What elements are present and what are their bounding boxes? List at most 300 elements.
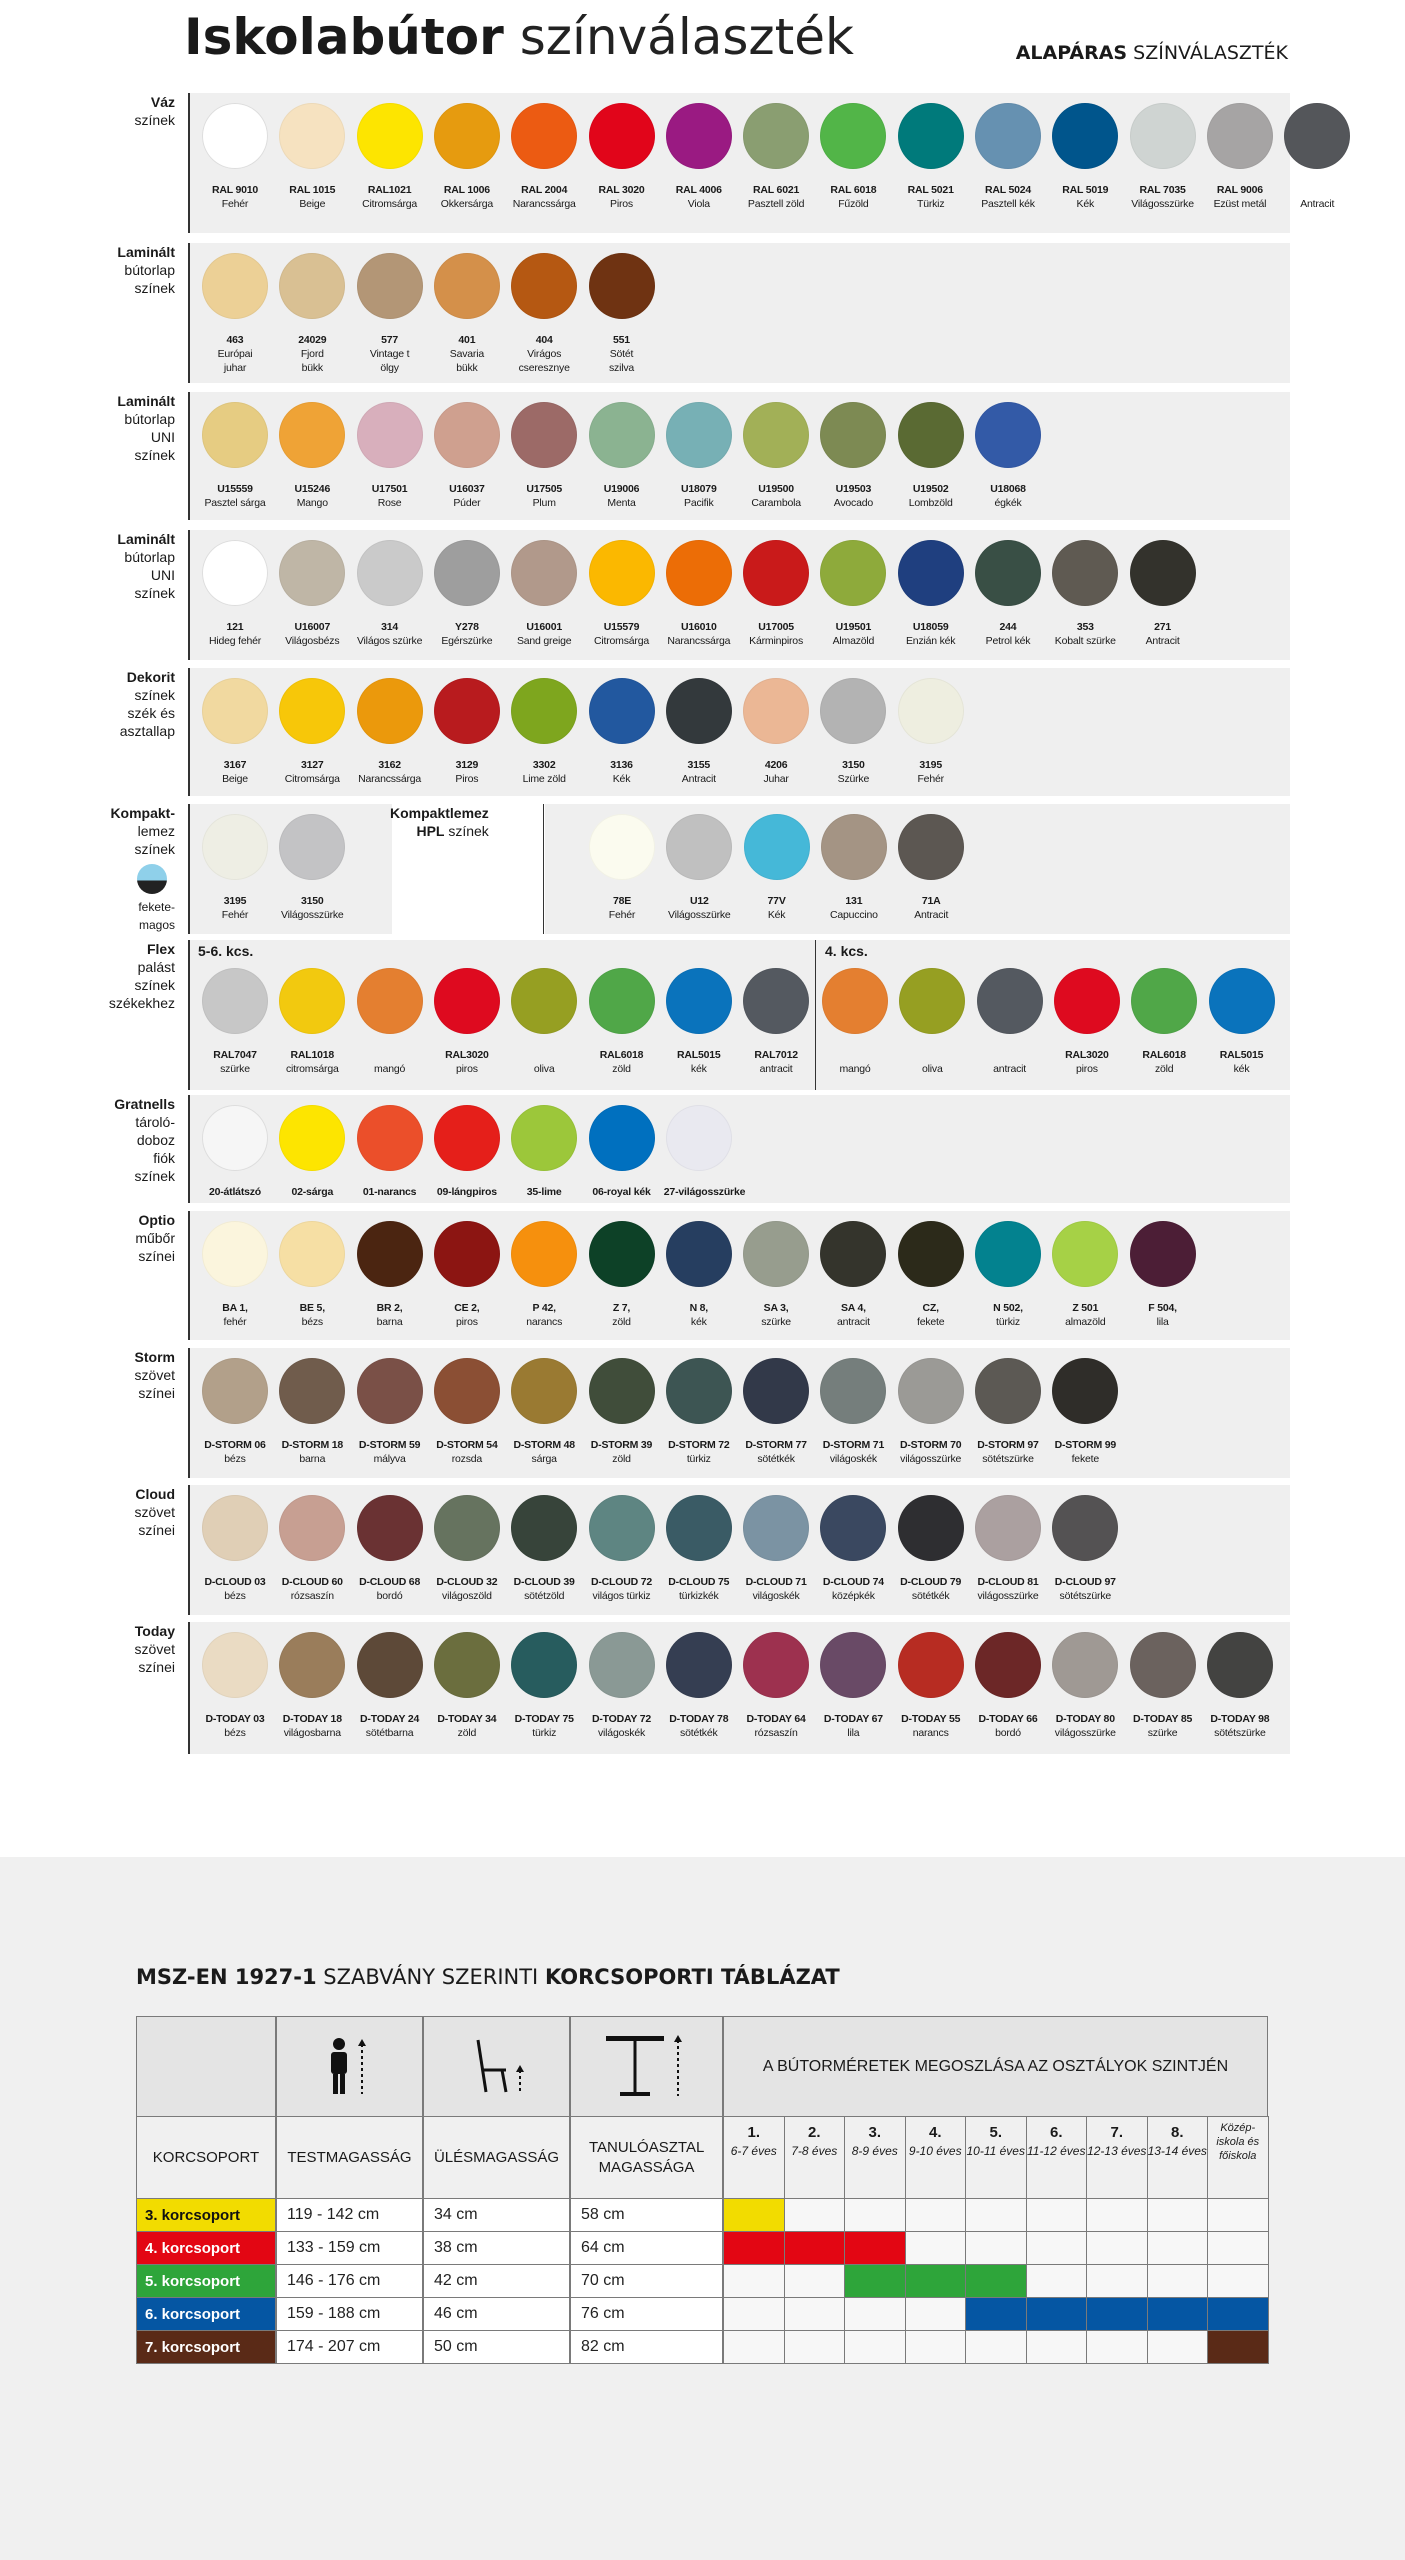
section-1-swatch[interactable]	[509, 253, 579, 375]
section-8-swatch[interactable]	[509, 1221, 579, 1329]
section-1-swatch[interactable]	[200, 253, 270, 375]
section-9-swatch[interactable]	[741, 1358, 811, 1466]
section-3-color-dot[interactable]	[434, 540, 500, 606]
section-7-swatch[interactable]	[432, 1105, 502, 1199]
section-0-swatch[interactable]	[1128, 103, 1198, 211]
section-3-swatch[interactable]	[664, 540, 734, 648]
section-10-color-dot[interactable]	[898, 1495, 964, 1561]
section-3-swatch[interactable]	[1128, 540, 1198, 648]
section-4-color-dot[interactable]	[434, 678, 500, 744]
section-9-color-dot[interactable]	[589, 1358, 655, 1424]
section-3-color-dot[interactable]	[743, 540, 809, 606]
section-3-color-dot[interactable]	[820, 540, 886, 606]
section-11-swatch[interactable]	[200, 1632, 270, 1740]
flex-right-color-dot[interactable]	[1131, 968, 1197, 1034]
section-7-swatch[interactable]	[200, 1105, 270, 1199]
flex-left-color-dot[interactable]	[511, 968, 577, 1034]
flex-right-color-dot[interactable]	[822, 968, 888, 1034]
level-fill-cell	[723, 2231, 785, 2265]
section-2-swatch[interactable]	[664, 402, 734, 510]
section-1-name: Virágos	[527, 348, 562, 360]
section-11-swatch[interactable]	[1205, 1632, 1275, 1740]
section-1-color-dot[interactable]	[357, 253, 423, 319]
section-9-swatch[interactable]	[355, 1358, 425, 1466]
section-11-color-dot[interactable]	[898, 1632, 964, 1698]
section-0-color-dot[interactable]	[743, 103, 809, 169]
section-11-code: D-TODAY 72	[591, 1713, 652, 1725]
section-11-color-dot[interactable]	[666, 1632, 732, 1698]
section-9-swatch[interactable]	[896, 1358, 966, 1466]
flex-left-swatch[interactable]	[509, 968, 579, 1076]
section-2-color-dot[interactable]	[589, 402, 655, 468]
section-8-color-dot[interactable]	[511, 1221, 577, 1287]
section-7-color-dot[interactable]	[589, 1105, 655, 1171]
section-2-swatch[interactable]	[818, 402, 888, 510]
section-11-swatch[interactable]	[818, 1632, 888, 1740]
flex-left-swatch[interactable]	[664, 968, 734, 1076]
section-9-color-dot[interactable]	[434, 1358, 500, 1424]
section-10-swatch[interactable]	[587, 1495, 657, 1603]
section-2-swatch[interactable]	[587, 402, 657, 510]
section-7-color-dot[interactable]	[279, 1105, 345, 1171]
section-7-swatch[interactable]	[509, 1105, 579, 1199]
section-8-color-dot[interactable]	[898, 1221, 964, 1287]
section-1-color-dot[interactable]	[589, 253, 655, 319]
section-9-swatch[interactable]	[664, 1358, 734, 1466]
section-10-swatch[interactable]	[896, 1495, 966, 1603]
section-8-swatch[interactable]	[432, 1221, 502, 1329]
section-11-color-dot[interactable]	[357, 1632, 423, 1698]
section-8-color-dot[interactable]	[820, 1221, 886, 1287]
section-1-swatch[interactable]	[587, 253, 657, 375]
section-8-color-dot[interactable]	[279, 1221, 345, 1287]
section-9-swatch[interactable]	[587, 1358, 657, 1466]
section-9-color-dot[interactable]	[1052, 1358, 1118, 1424]
section-3-swatch[interactable]	[1050, 540, 1120, 648]
section-11-swatch[interactable]	[973, 1632, 1043, 1740]
section-4-swatch[interactable]	[741, 678, 811, 786]
section-9-swatch[interactable]	[432, 1358, 502, 1466]
section-10-swatch[interactable]	[818, 1495, 888, 1603]
section-10-code: D-CLOUD 68	[359, 1576, 421, 1588]
section-3-swatch[interactable]	[200, 540, 270, 648]
flex-left-color-dot[interactable]	[202, 968, 268, 1034]
compact-swatch[interactable]	[277, 814, 347, 922]
level-fill-cell	[844, 2297, 906, 2331]
section-10-color-dot[interactable]	[434, 1495, 500, 1561]
section-3-color-dot[interactable]	[975, 540, 1041, 606]
section-10-swatch[interactable]	[200, 1495, 270, 1603]
section-0-swatch[interactable]	[1205, 103, 1275, 211]
section-0-swatch[interactable]	[355, 103, 425, 211]
flex-right-swatch[interactable]	[975, 968, 1045, 1076]
section-2-color-dot[interactable]	[666, 402, 732, 468]
section-4-color-dot[interactable]	[202, 678, 268, 744]
section-9-color-dot[interactable]	[820, 1358, 886, 1424]
section-8-swatch[interactable]	[664, 1221, 734, 1329]
section-7-code: 27-világosszürke	[663, 1186, 746, 1198]
section-1-swatch[interactable]	[277, 253, 347, 375]
section-10-color-dot[interactable]	[975, 1495, 1041, 1561]
section-0-color-dot[interactable]	[589, 103, 655, 169]
section-0-color-dot[interactable]	[511, 103, 577, 169]
section-2-color-dot[interactable]	[975, 402, 1041, 468]
section-11-swatch[interactable]	[355, 1632, 425, 1740]
flex-left-color-dot[interactable]	[357, 968, 423, 1034]
value-text: 76 cm	[581, 2305, 625, 2322]
hpl-color-dot[interactable]	[666, 814, 732, 880]
flex-left-swatch[interactable]	[277, 968, 347, 1076]
section-8-swatch[interactable]	[818, 1221, 888, 1329]
section-10-color-dot[interactable]	[589, 1495, 655, 1561]
section-10-swatch[interactable]	[664, 1495, 734, 1603]
section-9-swatch[interactable]	[973, 1358, 1043, 1466]
flex-left-color-dot[interactable]	[279, 968, 345, 1034]
level-fill-cell	[784, 2231, 846, 2265]
section-3-swatch[interactable]	[509, 540, 579, 648]
section-7-swatch[interactable]	[663, 1105, 746, 1199]
section-8-swatch[interactable]	[587, 1221, 657, 1329]
section-7-color-dot[interactable]	[357, 1105, 423, 1171]
section-4-swatch[interactable]	[432, 678, 502, 786]
section-2-swatch[interactable]	[973, 402, 1043, 510]
level-fill-cell	[844, 2264, 906, 2298]
section-1-code: 401	[458, 334, 476, 346]
section-0-swatch[interactable]	[1282, 103, 1352, 211]
section-11-color-dot[interactable]	[434, 1632, 500, 1698]
section-2-swatch[interactable]	[896, 402, 966, 510]
section-8-swatch[interactable]	[741, 1221, 811, 1329]
section-4-color-dot[interactable]	[898, 678, 964, 744]
flex-right-swatch[interactable]	[820, 968, 890, 1076]
section-0-swatch[interactable]	[277, 103, 347, 211]
section-0-color-dot[interactable]	[1207, 103, 1273, 169]
section-0-swatch[interactable]	[664, 103, 734, 211]
section-2-color-dot[interactable]	[511, 402, 577, 468]
flex-left-swatch[interactable]	[355, 968, 425, 1076]
section-8-color-dot[interactable]	[434, 1221, 500, 1287]
section-9-color-dot[interactable]	[279, 1358, 345, 1424]
section-3-swatch[interactable]	[355, 540, 425, 648]
section-11-color-dot[interactable]	[1130, 1632, 1196, 1698]
section-1-color-dot[interactable]	[202, 253, 268, 319]
section-1-color-dot[interactable]	[279, 253, 345, 319]
section-0-color-dot[interactable]	[820, 103, 886, 169]
section-0-color-dot[interactable]	[666, 103, 732, 169]
section-10-swatch[interactable]	[973, 1495, 1043, 1603]
level-fill-cell	[1147, 2330, 1209, 2364]
section-8-color-dot[interactable]	[1052, 1221, 1118, 1287]
section-9-swatch[interactable]	[277, 1358, 347, 1466]
section-0-color-dot[interactable]	[1284, 103, 1350, 169]
section-2-color-dot[interactable]	[279, 402, 345, 468]
section-2-swatch[interactable]	[509, 402, 579, 510]
section-9-color-dot[interactable]	[202, 1358, 268, 1424]
section-3-swatch[interactable]	[973, 540, 1043, 648]
section-10-color-dot[interactable]	[357, 1495, 423, 1561]
section-0-swatch[interactable]	[200, 103, 270, 211]
section-3-color-dot[interactable]	[202, 540, 268, 606]
section-2-swatch[interactable]	[355, 402, 425, 510]
section-4-swatch[interactable]	[355, 678, 425, 786]
level-age: 7-8 éves	[791, 2144, 838, 2158]
section-11-swatch[interactable]	[509, 1632, 579, 1740]
flex-left-color-dot[interactable]	[589, 968, 655, 1034]
section-3-color-dot[interactable]	[357, 540, 423, 606]
section-9-color-dot[interactable]	[357, 1358, 423, 1424]
flex-right-swatch[interactable]	[1207, 968, 1277, 1076]
section-2-code: U15246	[294, 483, 331, 495]
section-1-swatch[interactable]	[432, 253, 502, 375]
section-4-swatch[interactable]	[818, 678, 888, 786]
section-2-swatch[interactable]	[741, 402, 811, 510]
flex-right-color-dot[interactable]	[1054, 968, 1120, 1034]
hpl-swatch[interactable]	[587, 814, 657, 922]
section-3-swatch[interactable]	[587, 540, 657, 648]
hpl-color-dot[interactable]	[744, 814, 810, 880]
section-0-swatch[interactable]	[509, 103, 579, 211]
section-9-swatch[interactable]	[200, 1358, 270, 1466]
section-1-swatch[interactable]	[355, 253, 425, 375]
flex-left-name: citromsárga	[285, 1063, 339, 1075]
section-11-color-dot[interactable]	[1207, 1632, 1273, 1698]
section-8-swatch[interactable]	[277, 1221, 347, 1329]
section-9-swatch[interactable]	[1050, 1358, 1120, 1466]
section-4-color-dot[interactable]	[820, 678, 886, 744]
section-11-color-dot[interactable]	[975, 1632, 1041, 1698]
section-9-color-dot[interactable]	[898, 1358, 964, 1424]
section-0-color-dot[interactable]	[1130, 103, 1196, 169]
section-8-swatch[interactable]	[896, 1221, 966, 1329]
section-1-code: 24029	[298, 334, 327, 346]
compact-color-dot[interactable]	[279, 814, 345, 880]
section-0-color-dot[interactable]	[975, 103, 1041, 169]
section-3-color-dot[interactable]	[898, 540, 964, 606]
section-2-color-dot[interactable]	[434, 402, 500, 468]
flex-right-color-dot[interactable]	[1209, 968, 1275, 1034]
section-8-color-dot[interactable]	[1130, 1221, 1196, 1287]
hpl-swatch[interactable]	[819, 814, 889, 922]
section-0-color-dot[interactable]	[434, 103, 500, 169]
section-4-swatch[interactable]	[277, 678, 347, 786]
section-label-line: műbőr	[135, 1230, 175, 1246]
section-3-swatch[interactable]	[432, 540, 502, 648]
compact-color-dot[interactable]	[202, 814, 268, 880]
section-3-color-dot[interactable]	[589, 540, 655, 606]
section-11-color-dot[interactable]	[279, 1632, 345, 1698]
level-fill-cell	[1207, 2330, 1269, 2364]
section-8-color-dot[interactable]	[589, 1221, 655, 1287]
flex-left-color-dot[interactable]	[666, 968, 732, 1034]
section-7-color-dot[interactable]	[434, 1105, 500, 1171]
section-4-swatch[interactable]	[664, 678, 734, 786]
section-0-swatch[interactable]	[587, 103, 657, 211]
section-11-color-dot[interactable]	[820, 1632, 886, 1698]
flex-left-swatch[interactable]	[741, 968, 811, 1076]
section-7-color-dot[interactable]	[202, 1105, 268, 1171]
section-0-color-dot[interactable]	[898, 103, 964, 169]
section-11-swatch[interactable]	[277, 1632, 347, 1740]
section-3-color-dot[interactable]	[279, 540, 345, 606]
section-11-color-dot[interactable]	[743, 1632, 809, 1698]
section-0-color-dot[interactable]	[357, 103, 423, 169]
section-8-swatch[interactable]	[355, 1221, 425, 1329]
section-2-swatch[interactable]	[200, 402, 270, 510]
section-3-color-dot[interactable]	[1052, 540, 1118, 606]
section-2-color-dot[interactable]	[743, 402, 809, 468]
section-3-color-dot[interactable]	[511, 540, 577, 606]
section-9-swatch[interactable]	[509, 1358, 579, 1466]
section-10-swatch[interactable]	[432, 1495, 502, 1603]
section-3-color-dot[interactable]	[666, 540, 732, 606]
section-4-swatch[interactable]	[896, 678, 966, 786]
section-10-color-dot[interactable]	[820, 1495, 886, 1561]
section-8-swatch[interactable]	[1050, 1221, 1120, 1329]
section-9-color-dot[interactable]	[666, 1358, 732, 1424]
section-9-color-dot[interactable]	[511, 1358, 577, 1424]
section-4-color-dot[interactable]	[511, 678, 577, 744]
section-8-color-dot[interactable]	[666, 1221, 732, 1287]
section-9-color-dot[interactable]	[743, 1358, 809, 1424]
hpl-color-dot[interactable]	[821, 814, 887, 880]
section-7-swatch[interactable]	[277, 1105, 347, 1199]
flex-left-swatch[interactable]	[432, 968, 502, 1076]
section-8-swatch[interactable]	[200, 1221, 270, 1329]
flex-left-name: oliva	[533, 1063, 555, 1075]
compact-swatch[interactable]	[200, 814, 270, 922]
section-7-color-dot[interactable]	[666, 1105, 732, 1171]
section-3-swatch[interactable]	[741, 540, 811, 648]
section-4-swatch[interactable]	[509, 678, 579, 786]
section-2-swatch[interactable]	[432, 402, 502, 510]
section-0-name: Türkiz	[916, 198, 945, 210]
section-2-name: Menta	[607, 497, 636, 509]
section-11-swatch[interactable]	[1050, 1632, 1120, 1740]
section-2-color-dot[interactable]	[820, 402, 886, 468]
level-number: 8.	[1170, 2124, 1184, 2141]
section-8-color-dot[interactable]	[357, 1221, 423, 1287]
section-11-color-dot[interactable]	[202, 1632, 268, 1698]
flex-left-swatch[interactable]	[200, 968, 270, 1076]
section-2-name: Púder	[453, 497, 481, 509]
section-4-color-dot[interactable]	[743, 678, 809, 744]
section-8-color-dot[interactable]	[202, 1221, 268, 1287]
section-1-color-dot[interactable]	[434, 253, 500, 319]
section-4-code: 3136	[610, 759, 633, 771]
section-4-color-dot[interactable]	[279, 678, 345, 744]
section-4-color-dot[interactable]	[666, 678, 732, 744]
flex-right-swatch[interactable]	[1052, 968, 1122, 1076]
hpl-swatch[interactable]	[896, 814, 966, 922]
section-3-swatch[interactable]	[277, 540, 347, 648]
section-11-color-dot[interactable]	[589, 1632, 655, 1698]
section-2-color-dot[interactable]	[357, 402, 423, 468]
section-8-color-dot[interactable]	[743, 1221, 809, 1287]
hpl-color-dot[interactable]	[589, 814, 655, 880]
section-2-color-dot[interactable]	[898, 402, 964, 468]
section-0-color-dot[interactable]	[279, 103, 345, 169]
section-10-color-dot[interactable]	[279, 1495, 345, 1561]
flex-left-color-dot[interactable]	[434, 968, 500, 1034]
section-10-color-dot[interactable]	[743, 1495, 809, 1561]
section-11-swatch[interactable]	[587, 1632, 657, 1740]
section-0-swatch[interactable]	[896, 103, 966, 211]
flex-right-color-dot[interactable]	[977, 968, 1043, 1034]
section-11-swatch[interactable]	[664, 1632, 734, 1740]
section-8-swatch[interactable]	[1128, 1221, 1198, 1329]
section-4-name: Antracit	[681, 773, 716, 785]
section-8-swatch[interactable]	[973, 1221, 1043, 1329]
section-7-color-dot[interactable]	[511, 1105, 577, 1171]
section-0-color-dot[interactable]	[1052, 103, 1118, 169]
level-fill-cell	[1086, 2297, 1148, 2331]
section-2-name: Plum	[532, 497, 556, 509]
section-10-color-dot[interactable]	[666, 1495, 732, 1561]
section-0-swatch[interactable]	[741, 103, 811, 211]
section-11-swatch[interactable]	[1128, 1632, 1198, 1740]
section-0-color-dot[interactable]	[202, 103, 268, 169]
section-11-swatch[interactable]	[741, 1632, 811, 1740]
flex-right-swatch[interactable]	[897, 968, 967, 1076]
section-7-swatch[interactable]	[355, 1105, 425, 1199]
section-11-color-dot[interactable]	[1052, 1632, 1118, 1698]
section-2-color-dot[interactable]	[202, 402, 268, 468]
flex-left-color-dot[interactable]	[743, 968, 809, 1034]
value-cell	[276, 2264, 423, 2298]
hpl-color-dot[interactable]	[898, 814, 964, 880]
section-11-swatch[interactable]	[432, 1632, 502, 1740]
section-9-swatch[interactable]	[818, 1358, 888, 1466]
flex-right-swatch[interactable]	[1129, 968, 1199, 1076]
section-8-color-dot[interactable]	[975, 1221, 1041, 1287]
section-10-color-dot[interactable]	[511, 1495, 577, 1561]
hpl-swatch[interactable]	[742, 814, 812, 922]
section-10-swatch[interactable]	[277, 1495, 347, 1603]
section-3-name: Antracit	[1145, 635, 1180, 647]
flex-left-code-empty	[355, 1048, 425, 1062]
section-10-color-dot[interactable]	[202, 1495, 268, 1561]
section-10-swatch[interactable]	[355, 1495, 425, 1603]
section-4-swatch[interactable]	[200, 678, 270, 786]
section-3-swatch[interactable]	[896, 540, 966, 648]
section-10-swatch[interactable]	[741, 1495, 811, 1603]
section-3-swatch[interactable]	[818, 540, 888, 648]
section-7-swatch[interactable]	[587, 1105, 657, 1199]
section-0-swatch[interactable]	[1050, 103, 1120, 211]
section-10-swatch[interactable]	[1050, 1495, 1120, 1603]
section-4-color-dot[interactable]	[589, 678, 655, 744]
page-subtitle	[1016, 42, 1288, 64]
flex-left-swatch[interactable]	[587, 968, 657, 1076]
flex-right-color-dot[interactable]	[899, 968, 965, 1034]
section-2-code: U19500	[758, 483, 794, 495]
section-3-color-dot[interactable]	[1130, 540, 1196, 606]
section-1-color-dot[interactable]	[511, 253, 577, 319]
section-4-code: 4206	[764, 759, 788, 771]
section-9-color-dot[interactable]	[975, 1358, 1041, 1424]
section-0-swatch[interactable]	[818, 103, 888, 211]
section-0-swatch[interactable]	[973, 103, 1043, 211]
section-10-color-dot[interactable]	[1052, 1495, 1118, 1561]
hpl-swatch[interactable]	[664, 814, 734, 922]
section-4-color-dot[interactable]	[357, 678, 423, 744]
section-0-swatch[interactable]	[432, 103, 502, 211]
section-2-swatch[interactable]	[277, 402, 347, 510]
section-10-swatch[interactable]	[509, 1495, 579, 1603]
section-11-color-dot[interactable]	[511, 1632, 577, 1698]
section-4-swatch[interactable]	[587, 678, 657, 786]
section-11-swatch[interactable]	[896, 1632, 966, 1740]
